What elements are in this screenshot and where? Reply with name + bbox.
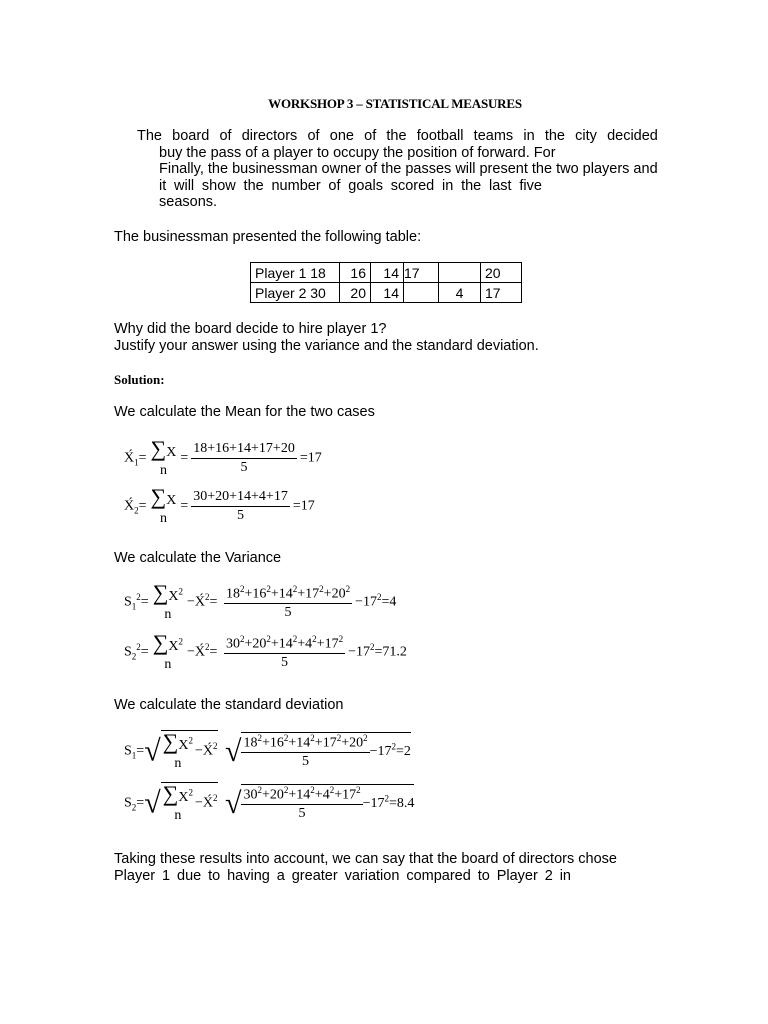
word: of: [307, 128, 320, 144]
table-row: [251, 263, 522, 283]
word: show: [201, 177, 236, 194]
word: greater: [291, 868, 338, 884]
variance-equation-1: $S_1^2=$ $\sum X^2$ n −X́$^2$= $\frac{18^2+16^2+14^2+17^2+20^2}{5}$ $-17^2=4$: [124, 580, 397, 622]
word: board: [172, 128, 210, 144]
table-cell: Player 1 18: [251, 263, 340, 283]
intro-line-1: [137, 128, 658, 145]
table-cell: 14: [371, 283, 404, 303]
word: goals: [348, 177, 383, 194]
word: in: [442, 177, 454, 194]
table-cell: 14: [371, 263, 404, 283]
table-cell: 20: [340, 283, 371, 303]
word: 1: [162, 868, 171, 884]
word: it: [159, 177, 167, 194]
table-cell: 20: [481, 263, 522, 283]
word: football: [416, 128, 464, 144]
intro-line-2: buy the pass of a player to occupy the position of forward. For: [159, 144, 556, 161]
x-bar-symbol: X́: [124, 498, 135, 514]
word: of: [364, 128, 377, 144]
std-equation-2: $S_2=√$ $\sum X^2$ n −X́$^2$ √ $\frac{30^2+20^2+14^2+4^2+17^2}{5}$ $-17^2=8.4$: [124, 781, 415, 823]
word: last: [489, 177, 512, 194]
word: in: [523, 128, 535, 144]
word: Player: [114, 868, 156, 884]
word: The: [137, 128, 162, 144]
document-title: WORKSHOP 3 – STATISTICAL MEASURES: [268, 96, 522, 111]
sigma-symbol: ∑: [150, 436, 167, 461]
table-cell: 17: [481, 283, 522, 303]
table-cell: [439, 263, 481, 283]
mean-equation-2: $X́_2=$ ∑X n = $\frac{30+20+14+4+17}{5}$ =17: [124, 484, 315, 526]
intro-line-5: seasons.: [159, 194, 218, 211]
word: of: [328, 177, 341, 194]
table-row: [251, 283, 522, 303]
word: number: [271, 177, 321, 194]
word: the: [243, 177, 264, 194]
word: one: [329, 128, 354, 144]
table-cell: 4: [439, 283, 481, 303]
intro-line-3: Finally, the businessman owner of the passes will present the two players and: [159, 161, 658, 178]
sqrt-symbol: √: [144, 734, 161, 768]
word: the: [461, 177, 482, 194]
word: in: [559, 868, 571, 884]
word: will: [174, 177, 195, 194]
variance-equation-2: $S_2^2=$ $\sum X^2$ n −X́$^2$= $\frac{30^2+20^2+14^2+4^2+17^2}{5}$ $-17^2=71.2$: [124, 630, 407, 672]
word: to: [208, 868, 221, 884]
sigma-symbol: ∑: [152, 630, 169, 655]
question-2: Justify your answer using the variance and the standard deviation.: [114, 338, 539, 354]
word: the: [544, 128, 565, 144]
word: directors: [241, 128, 298, 144]
sqrt-symbol: √: [144, 786, 161, 820]
variance-heading: We calculate the Variance: [114, 550, 282, 566]
solution-label: Solution:: [114, 372, 165, 387]
word: decided: [607, 128, 658, 144]
word: of: [219, 128, 232, 144]
mean-equation-1: $X́_1=$ ∑X n = $\frac{18+16+14+17+20}{5}$ =17: [124, 436, 322, 478]
word: teams: [473, 128, 514, 144]
word: variation: [344, 868, 400, 884]
table-cell: 16: [340, 263, 371, 283]
conclusion-line-1: Taking these results into account, we can say that the board of directors chose: [114, 851, 617, 867]
sigma-symbol: ∑: [150, 484, 167, 509]
word: five: [519, 177, 542, 194]
goals-table: [250, 262, 522, 303]
sigma-symbol: ∑: [152, 580, 169, 605]
table-cell: 17: [404, 263, 439, 283]
sqrt-symbol: √: [225, 786, 242, 820]
sqrt-symbol: √: [225, 734, 242, 768]
std-heading: We calculate the standard deviation: [114, 697, 344, 713]
conclusion-line-2: [114, 868, 571, 884]
word: the: [386, 128, 407, 144]
word: city: [575, 128, 597, 144]
std-equation-1: $S_1=√$ $\sum X^2$ n −X́$^2$ √ $\frac{18^2+16^2+14^2+17^2+20^2}{5}$ $-17^2=2$: [124, 729, 411, 771]
word: to: [477, 868, 490, 884]
intro-paragraph: [137, 128, 677, 211]
table-intro: The businessman presented the following table:: [114, 229, 422, 245]
word: 2: [544, 868, 553, 884]
question-1: Why did the board decide to hire player 1?: [114, 321, 387, 337]
word: having: [227, 868, 270, 884]
x-bar-symbol: X́: [124, 450, 135, 466]
word: due: [177, 868, 202, 884]
word: Player: [496, 868, 538, 884]
mean-heading: We calculate the Mean for the two cases: [114, 404, 375, 420]
word: compared: [406, 868, 471, 884]
table-cell: Player 2 30: [251, 283, 340, 303]
table-cell: [404, 283, 439, 303]
word: a: [276, 868, 285, 884]
intro-line-4: [159, 178, 542, 195]
word: scored: [390, 177, 435, 194]
